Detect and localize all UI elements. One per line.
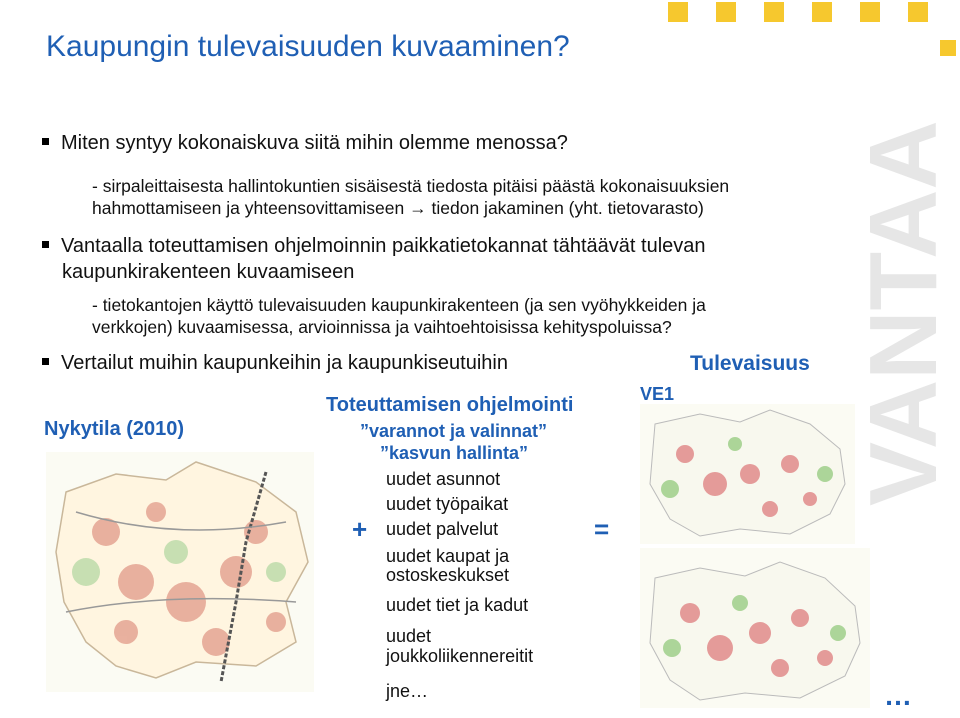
varannot-label: ”varannot ja valinnat”: [360, 421, 548, 441]
sub-text: hahmottamiseen ja yhteensovittamiseen: [92, 198, 405, 218]
more-ellipsis: …: [884, 680, 912, 711]
sub-text: tiedon jakaminen (yht. tietovarasto): [431, 198, 704, 218]
item-kaupat: uudet kaupat ja ostoskeskukset: [386, 546, 510, 585]
ve2-map-image: [640, 548, 870, 708]
brand-square: [716, 2, 736, 22]
brand-square: [812, 2, 832, 22]
brand-square: [940, 40, 956, 56]
sub-line: - sirpaleittaisesta hallintokuntien sisäisestä tiedosta pitäisi päästä kokonaisuuksien: [92, 176, 730, 196]
vantaa-watermark: [840, 70, 960, 510]
item-palvelut: uudet palvelut: [386, 519, 499, 539]
toteuttamisen-heading: Toteuttamisen ohjelmointi: [326, 394, 574, 416]
bullet-square-icon: [42, 358, 49, 365]
bullet-1-sub: [92, 175, 729, 219]
brand-square: [908, 2, 928, 22]
page-title: Kaupungin tulevaisuuden kuvaaminen?: [46, 30, 570, 63]
right-arrow-icon: →: [409, 198, 427, 218]
bullet-text: Vantaalla toteuttamisen ohjelmoinnin paikkatietokannat tähtäävät tulevan: [61, 235, 706, 257]
bullet-square-icon: [42, 241, 49, 248]
item-jne: jne…: [386, 681, 429, 701]
ve2-label: VE2: [640, 556, 675, 576]
ve1-map-image: [640, 404, 855, 544]
plus-sign: +: [352, 514, 368, 544]
brand-square: [860, 2, 880, 22]
item-tiet: uudet tiet ja kadut: [386, 595, 529, 615]
bullet-1: [42, 132, 568, 155]
sub-line: verkkojen) kuvaamisessa, arvioinnissa ja vaihtoehtoisissa kehityspoluissa?: [92, 317, 672, 337]
nykytila-label: Nykytila (2010): [44, 418, 185, 440]
bullet-2-sub: [92, 294, 706, 338]
brand-square: [668, 2, 688, 22]
sub-line: - tietokantojen käyttö tulevaisuuden kaupunkirakenteen (ja sen vyöhykkeiden ja: [92, 295, 706, 315]
item-asunnot: uudet asunnot: [386, 469, 501, 489]
bullet-text: Vertailut muihin kaupunkeihin ja kaupunkiseutuihin: [61, 352, 508, 374]
kasvun-label: ”kasvun hallinta”: [380, 443, 529, 463]
bullet-text: Miten syntyy kokonaiskuva siitä mihin olemme menossa?: [61, 132, 568, 154]
current-map-image: [46, 452, 314, 692]
brand-text: VANTAA: [850, 120, 957, 506]
bullet-text-line2: kaupunkirakenteen kuvaamiseen: [62, 261, 355, 283]
brand-square: [764, 2, 784, 22]
item-joukkoliikenne: uudet joukkoliikennereitit: [386, 626, 534, 666]
ve1-label: VE1: [640, 384, 675, 404]
bullet-3: [42, 352, 508, 375]
bullet-2: [42, 233, 706, 285]
tulevaisuus-heading: Tulevaisuus: [690, 352, 810, 375]
equals-sign: =: [594, 514, 610, 544]
bullet-square-icon: [42, 138, 49, 145]
item-tyopaikat: uudet työpaikat: [386, 494, 509, 514]
sub-line: [92, 197, 729, 219]
